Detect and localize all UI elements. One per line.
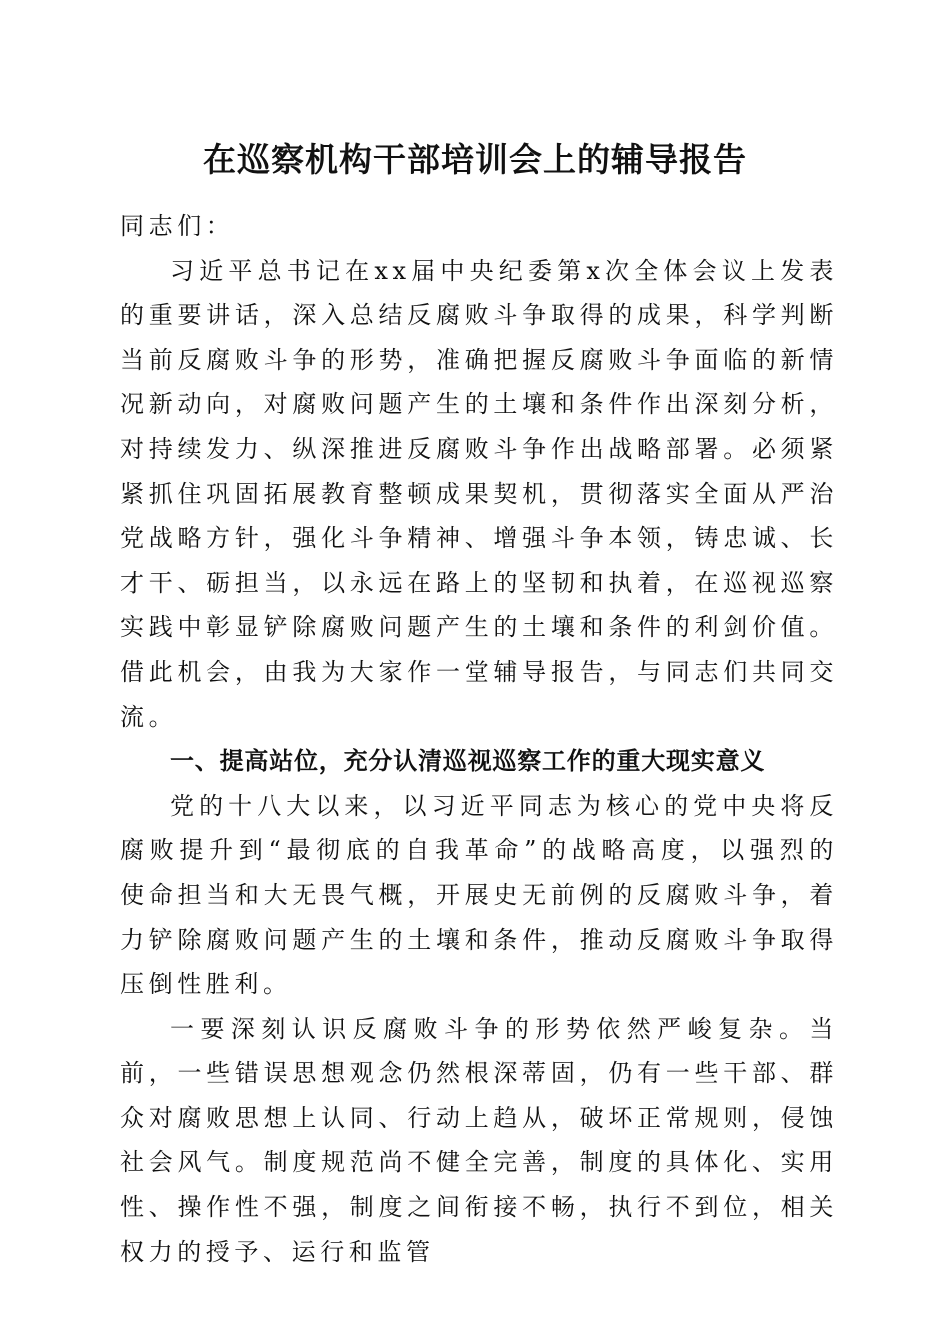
paragraph-section1-overview: 党的十八大以来，以习近平同志为核心的党中央将反腐败提升到“最彻底的自我革命”的战略高度，以强烈的使命担当和大无畏气概，开展史无前例的反腐败斗争，着力铲除腐败问题产生的土壤和条件，推动反腐败斗争取得压倒性胜利。 <box>120 791 838 999</box>
salutation: 同志们： <box>120 212 235 240</box>
paragraph-intro: 习近平总书记在xx届中央纪委第x次全体会议上发表的重要讲话，深入总结反腐败斗争取得的成果，科学判断当前反腐败斗争的形势，准确把握反腐败斗争面临的新情况新动向，对腐败问题产生的土壤和条件作出深刻分析，对持续发力、纵深推进反腐败斗争作出战略部署。必须紧紧抓住巩固拓展教育整顿成果契机，贯彻落实全面从严治党战略方针，强化斗争精神、增强斗争本领，铸忠诚、长才干、砺担当，以永远在路上的坚韧和执着，在巡视巡察实践中彰显铲除腐败问题产生的土壤和条件的利剑价值。借此机会，由我为大家作一堂辅导报告，与同志们共同交流。 <box>120 256 838 731</box>
document-body <box>120 204 838 1274</box>
paragraph-section1-point1: 一要深刻认识反腐败斗争的形势依然严峻复杂。当前，一些错误思想观念仍然根深蒂固，仍有一些干部、群众对腐败思想上认同、行动上趋从，破坏正常规则，侵蚀社会风气。制度规范尚不健全完善，制度的具体化、实用性、操作性不强，制度之间衔接不畅，执行不到位，相关权力的授予、运行和监管 <box>120 1014 838 1266</box>
document-title: 在巡察机构干部培训会上的辅导报告 <box>203 140 747 179</box>
section-heading-1: 一、提高站位，充分认清巡视巡察工作的重大现实意义 <box>170 747 766 776</box>
